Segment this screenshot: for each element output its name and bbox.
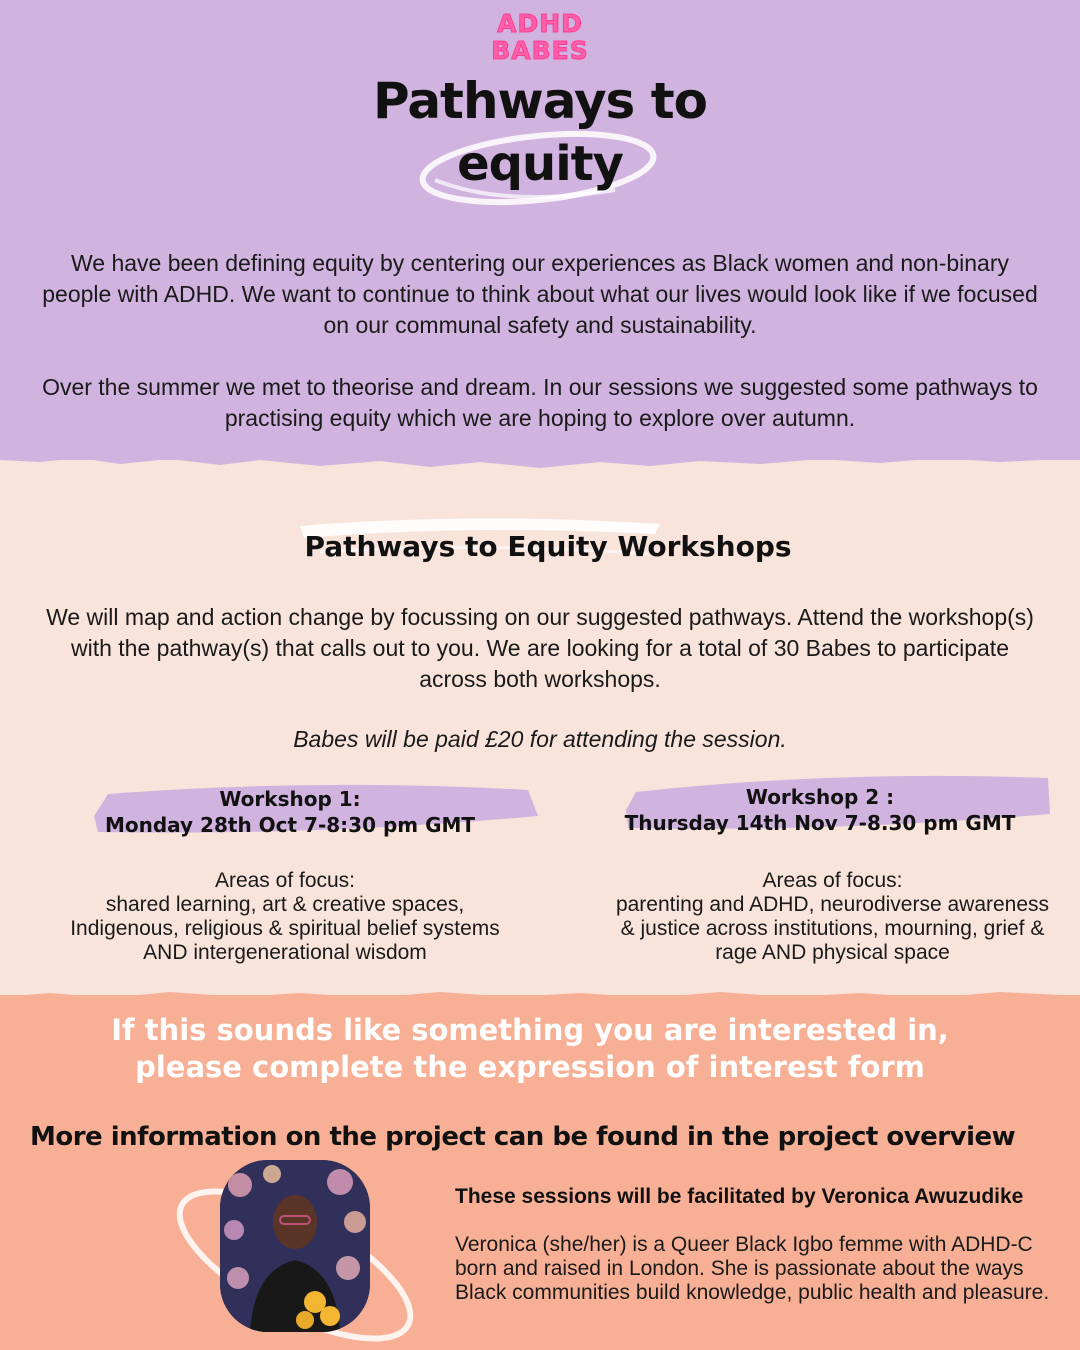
workshop-2-focus-line: & justice across institutions, mourning, grief & <box>620 917 1045 940</box>
workshop-2-focus-line: rage AND physical space <box>715 941 950 964</box>
workshop-1-date: Monday 28th Oct 7-8:30 pm GMT <box>104 813 476 837</box>
torn-edge-bottom <box>0 985 1080 1009</box>
payment-note: Babes will be paid £20 for attending the session. <box>293 726 787 752</box>
facilitator-avatar <box>220 1160 370 1332</box>
workshop-1-focus <box>40 869 530 965</box>
workshop-2-label: Workshop 2 : <box>745 785 895 809</box>
intro-paragraph-1: We have been defining equity by centering our experiences as Black women and non-binary people with ADHD. We want to continue to think about what our lives would look like if we focused on our communal safety and sustainability. <box>42 250 1038 338</box>
logo-line-1: ADHD <box>497 9 583 38</box>
workshops-heading: Pathways to Equity Workshops <box>304 530 792 563</box>
workshop-2-focus-label: Areas of focus: <box>762 869 903 892</box>
facilitator-heading: These sessions will be facilitated by Veronica Awuzudike <box>455 1185 1024 1208</box>
workshop-2-title <box>590 784 1050 836</box>
intro-paragraph-2: Over the summer we met to theorise and dream. In our sessions we suggested some pathways to practising equity which we are hoping to explore over autumn. <box>42 374 1038 431</box>
cta-line-1[interactable]: If this sounds like something you are interested in, <box>111 1013 949 1047</box>
workshop-2-focus-line: parenting and ADHD, neurodiverse awareness <box>615 893 1050 916</box>
workshop-1-focus-label: Areas of focus: <box>214 869 356 892</box>
workshop-1-focus-line: AND intergenerational wisdom <box>143 941 427 964</box>
cta-line-2[interactable]: please complete the expression of interest form <box>135 1050 925 1084</box>
workshop-1-focus-line: Indigenous, religious & spiritual belief systems <box>70 917 500 940</box>
workshop-2-date: Thursday 14th Nov 7-8.30 pm GMT <box>624 811 1016 835</box>
workshop-1-title <box>60 786 520 838</box>
portrait-image <box>220 1160 370 1332</box>
workshop-1-label: Workshop 1: <box>219 787 361 811</box>
facilitator-photo-frame <box>165 1155 435 1345</box>
page-title-line-1: Pathways to <box>373 72 707 130</box>
logo-line-2: BABES <box>491 36 589 65</box>
workshop-2-focus <box>585 869 1080 965</box>
project-overview-link[interactable]: More information on the project can be found in the project overview <box>30 1122 1016 1152</box>
expression-of-interest-cta[interactable] <box>60 1012 1000 1086</box>
torn-edge-top <box>0 452 1080 478</box>
workshops-intro: We will map and action change by focussing on our suggested pathways. Attend the workshop(s) with the pathway(s) that calls out to you. We are looking for a total of 30 Babes to participate across both workshops. <box>46 604 1034 692</box>
page-title-line-2: equity <box>457 136 623 192</box>
logo <box>0 10 1080 64</box>
facilitator-bio: Veronica (she/her) is a Queer Black Igbo femme with ADHD-C born and raised in London. She is passionate about the ways Black communities build knowledge, public health and pleasure. <box>455 1233 1050 1304</box>
workshop-1-focus-line: shared learning, art & creative spaces, <box>105 893 465 916</box>
